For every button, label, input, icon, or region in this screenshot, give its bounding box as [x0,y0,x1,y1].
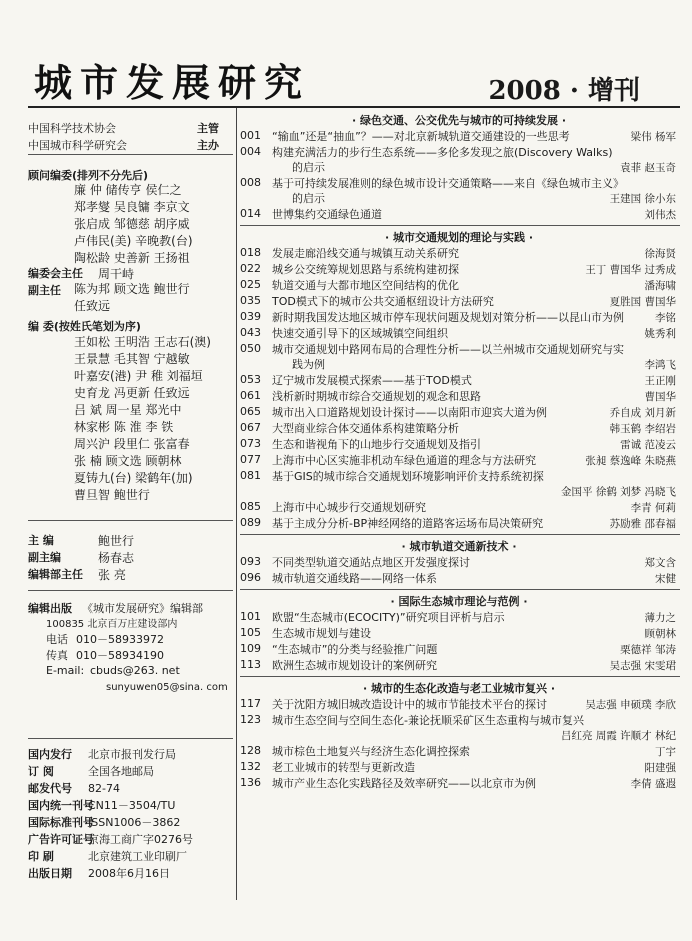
section-divider [240,676,680,677]
toc-entry[interactable] [240,207,680,222]
article-authors: 李青 何莉 [630,502,676,514]
article-title: 上海市中心区实施非机动车绿色通道的理念与方法研究 [272,454,536,467]
deputy-editor-label: 副主编 [28,551,61,564]
article-authors: 吕红亮 周霞 许顺才 林纪 [560,730,676,742]
page-number: 109 [240,642,261,655]
pub-info-value: 北京市报刊发行局 [88,748,176,761]
article-title: 城市生态空间与空间生态化-兼论抚顺采矿区生态重构与城市复兴 [272,714,584,727]
advisors-line: 陶松龄 史善新 王扬祖 [74,251,190,265]
toc-entry[interactable] [240,697,680,712]
toc-entry[interactable] [240,555,680,570]
pub-info-row [28,814,180,830]
top-rule [28,106,680,108]
toc-entry[interactable] [240,326,680,341]
editors-line: 曹旦智 鲍世行 [74,488,150,502]
article-authors: 栗德祥 邹涛 [620,644,676,656]
article-authors: 王正刚 [644,375,676,387]
toc-entry[interactable] [240,776,680,791]
article-title: 新时期我国发达地区城市停车现状问题及规划对策分析——以昆山市为例 [272,311,624,324]
toc-entry[interactable] [240,469,680,499]
article-title: 欧洲生态城市规划设计的案例研究 [272,659,437,672]
pub-info-value: ISSN1006－3862 [88,816,181,829]
article-authors: 金国平 徐鹤 刘梦 冯晓飞 [560,486,676,498]
article-authors: 吴志强 宋雯珺 [609,660,676,672]
toc-entry[interactable] [240,571,680,586]
vice-chair-line: 陈为邦 顾文选 鲍世行 [74,282,190,296]
advisors-line: 廉 仲 储传亨 侯仁之 [74,183,182,197]
page-number: 025 [240,278,261,291]
editors-line: 张 楠 顾文选 顾朝林 [74,454,182,468]
pub-info-value: 82-74 [88,782,120,795]
article-title: 基于主成分分析-BP神经网络的道路客运场布局决策研究 [272,517,544,530]
editors-line: 叶嘉安(港) 尹 稚 刘福垣 [74,369,203,383]
page-number: 096 [240,571,261,584]
article-authors: 王建国 徐小东 [609,193,676,205]
page-number: 001 [240,129,261,142]
chief-editor: 鲍世行 [98,534,135,548]
article-title: 基于GIS的城市综合交通规划环境影响评价支持系统初探 [272,470,544,483]
section-heading [240,680,678,696]
page-number: 089 [240,516,261,529]
section-heading [240,538,678,554]
toc-entry[interactable] [240,610,680,625]
article-authors: 徐海贤 [644,248,676,260]
page-number: 123 [240,713,261,726]
toc-entry[interactable] [240,278,680,293]
section-title: · 城市交通规划的理论与实践 · [384,231,534,244]
article-authors: 李倩 盛遐 [630,778,676,790]
article-authors: 张昶 蔡逸峰 朱晓燕 [585,455,676,467]
article-authors: 丁宇 [655,746,676,758]
editors-line: 王如松 王明浩 王志石(澳) [74,335,211,349]
page-number: 039 [240,310,261,323]
editors-line: 史育龙 冯更新 任致远 [74,386,190,400]
page-number: 085 [240,500,261,513]
page-number: 136 [240,776,261,789]
editors-line: 吕 斌 周一星 郑光中 [74,403,182,417]
article-authors: 袁菲 赵玉奇 [620,162,676,174]
journal-title: 城市发展研究 [34,60,311,105]
pub-info-key: 出版日期 [28,867,72,880]
toc-entry[interactable] [240,658,680,673]
sponsor-name: 中国科学技术协会 [28,122,116,135]
pub-info-value: 北京建筑工业印刷厂 [88,850,187,863]
article-title: 大型商业综合体交通体系构建策略分析 [272,422,459,435]
article-authors: 雷诚 范凌云 [620,439,676,451]
article-title: 老工业城市的转型与更新改造 [272,761,415,774]
pub-info-row [28,848,187,864]
pub-info-key: 国内统一刊号 [28,799,94,812]
page-number: 053 [240,373,261,386]
article-authors: 苏励雅 邵春福 [609,518,676,530]
toc-entry[interactable] [240,389,680,404]
article-title: 轨道交通与大都市地区空间结构的优化 [272,279,459,292]
fax: 010－58934190 [76,649,164,662]
article-title: 城市轨道交通线路——网络一体系 [272,572,437,585]
section-heading [240,112,678,128]
article-authors: 梁伟 杨军 [630,131,676,143]
page-number: 132 [240,760,261,773]
email-label: E-mail: [46,664,85,677]
article-authors: 宋健 [655,573,676,585]
article-authors: 韩玉鹤 李绍岩 [609,423,676,435]
editors-list [74,334,211,504]
pub-info-row [28,831,193,847]
divider [28,738,233,739]
phone-label: 电话 [46,633,68,646]
committee-chair-label: 编委会主任 [28,267,83,280]
phone: 010－58933972 [76,633,164,646]
advisors-line: 卢伟民(美) 辛晚教(台) [74,234,193,248]
address: 100835 北京百万庄建设部内 [46,619,178,630]
publisher: 《城市发展研究》编辑部 [82,602,203,615]
article-title: 城市出入口道路规划设计探讨——以南阳市迎宾大道为例 [272,406,547,419]
pub-info-key: 国内发行 [28,748,72,761]
article-authors: 阳建强 [644,762,676,774]
page-number: 014 [240,207,261,220]
article-title: 生态城市规划与建设 [272,627,371,640]
article-authors: 李铭 [655,312,676,324]
toc-entry[interactable] [240,176,680,206]
section-title: · 国际生态城市理论与范例 · [390,595,528,608]
toc-entry[interactable] [240,713,680,743]
toc-entry[interactable] [240,437,680,452]
page-number: 073 [240,437,261,450]
divider [28,520,233,521]
toc-entry[interactable] [240,129,680,144]
pub-info-key: 广告许可证号 [28,833,94,846]
article-title: 的启示 [292,161,325,174]
toc-entry[interactable] [240,373,680,388]
publisher-label: 编辑出版 [28,602,72,615]
toc-entry[interactable] [240,744,680,759]
page-number: 050 [240,342,261,355]
article-title: 欧盟“生态城市(ECOCITY)”研究项目评析与启示 [272,611,505,624]
page-number: 035 [240,294,261,307]
article-authors: 刘伟杰 [644,209,676,221]
advisors-line: 张启成 邹德慈 胡序威 [74,217,190,231]
chief-editor-label: 主 编 [28,534,54,547]
article-title: “生态城市”的分类与经验推广问题 [272,643,438,656]
page-number: 105 [240,626,261,639]
section-heading [240,229,678,245]
editors-label: 编 委(按姓氏笔划为序) [28,320,141,333]
issue-label: 2008 · 增刊 [488,76,640,106]
article-title: 城市交通规划中路网布局的合理性分析——以兰州城市交通规划研究与实 [272,343,624,356]
sponsor-role: 主办 [197,139,219,152]
article-title: 城乡公交统筹规划思路与系统构建初探 [272,263,459,276]
page-number: 004 [240,145,261,158]
advisors-line: 郑孝燮 吴良镛 李京文 [74,200,190,214]
email: cbuds@263. net [90,664,180,677]
article-title: “输血”还是“抽血”？——对北京新城轨道交通建设的一些思考 [272,130,570,143]
article-title: 快速交通引导下的区域城镇空间组织 [272,327,448,340]
article-title: 构建充满活力的步行生态系统——多伦多发现之旅(Discovery Walks) [272,146,613,159]
toc-entry[interactable] [240,642,680,657]
article-title: 生态和谐视角下的山地步行交通规划及指引 [272,438,481,451]
page-number: 022 [240,262,261,275]
article-title: 浅析新时期城市综合交通规划的观念和思路 [272,390,481,403]
email: sunyuwen05@sina. com [106,682,228,693]
dept-director: 张 亮 [98,568,126,582]
article-authors: 吴志强 申硕璞 李欣 [585,699,676,711]
page-number: 081 [240,469,261,482]
vice-chair-line: 任致远 [74,299,111,313]
page-number: 113 [240,658,261,671]
sponsor-role: 主管 [197,122,219,135]
pub-info-row [28,763,154,779]
page-number: 093 [240,555,261,568]
vice-chair-list [74,281,190,315]
toc-entry[interactable] [240,294,680,309]
toc-entry[interactable] [240,421,680,436]
article-title: 世博集约交通绿色通道 [272,208,382,221]
article-authors: 夏胜国 曹国华 [609,296,676,308]
section-heading [240,593,678,609]
article-title: 城市棕色土地复兴与经济生态化调控探索 [272,745,470,758]
article-authors: 郑文含 [644,557,676,569]
toc-entry[interactable] [240,342,680,372]
toc-entry[interactable] [240,760,680,775]
section-title: · 城市的生态化改造与老工业城市复兴 · [362,682,555,695]
vice-chair-label: 副主任 [28,284,61,297]
pub-info-value: 全国各地邮局 [88,765,154,778]
page-number: 018 [240,246,261,259]
toc-entry[interactable] [240,262,680,277]
dept-director-label: 编辑部主任 [28,568,83,581]
editors-line: 夏铸九(台) 梁鹤年(加) [74,471,193,485]
page-number: 065 [240,405,261,418]
page-number: 061 [240,389,261,402]
page-number: 008 [240,176,261,189]
toc-entry[interactable] [240,405,680,420]
article-authors: 薄力之 [644,612,676,624]
article-authors: 潘海啸 [644,280,676,292]
pub-info-key: 国际标准刊号 [28,816,94,829]
toc-entry[interactable] [240,310,680,325]
article-authors: 曹国华 [644,391,676,403]
article-title: 辽宁城市发展模式探索——基于TOD模式 [272,374,472,387]
pub-info-value: 2008年6月16日 [88,867,170,880]
page-number: 067 [240,421,261,434]
page-number: 128 [240,744,261,757]
editors-line: 周兴沪 段里仁 张富春 [74,437,190,451]
pub-info-row [28,746,176,762]
article-title: 不同类型轨道交通站点地区开发强度探讨 [272,556,470,569]
article-authors: 乔自成 刘月新 [609,407,676,419]
toc-entry[interactable] [240,626,680,641]
pub-info-key: 订 阅 [28,765,54,778]
section-divider [240,534,680,535]
pub-info-row [28,865,170,881]
article-title: 发展走廊沿线交通与城镇互动关系研究 [272,247,459,260]
pub-info-value: 京海工商广字0276号 [88,833,193,846]
editors-line: 林家彬 陈 淮 李 铁 [74,420,174,434]
toc-entry[interactable] [240,500,680,515]
article-title: 上海市中心城步行交通规划研究 [272,501,426,514]
pub-info-row [28,780,120,796]
section-divider [240,225,680,226]
divider [28,154,233,155]
toc-entry[interactable] [240,145,680,175]
article-title: 的启示 [292,192,325,205]
advisors-list [74,182,193,267]
article-authors: 姚秀利 [644,328,676,340]
pub-info-key: 印 刷 [28,850,54,863]
deputy-editor: 杨春志 [98,551,135,565]
article-title: 关于沈阳方城旧城改造设计中的城市节能技术平台的探讨 [272,698,547,711]
advisors-label: 顾问编委(排列不分先后) [28,169,149,182]
article-authors: 王丁 曹国华 过秀成 [585,264,676,276]
section-divider [240,589,680,590]
toc-entry[interactable] [240,453,680,468]
article-authors: 顾朝林 [644,628,676,640]
pub-info-key: 邮发代号 [28,782,72,795]
sponsor-name: 中国城市科学研究会 [28,139,127,152]
section-title: · 绿色交通、公交优先与城市的可持续发展 · [351,114,566,127]
article-title: 城市产业生态化实践路径及效率研究——以北京市为例 [272,777,536,790]
page-number: 117 [240,697,261,710]
toc-entry[interactable] [240,246,680,261]
editors-line: 王景慧 毛其智 宁越敏 [74,352,190,366]
pub-info-value: CN11－3504/TU [88,799,176,812]
article-title: 基于可持续发展准则的绿色城市设计交通策略——来自《绿色城市主义》 [272,177,624,190]
page-number: 101 [240,610,261,623]
page-number: 043 [240,326,261,339]
page-number: 077 [240,453,261,466]
toc-entry[interactable] [240,516,680,531]
article-title: 践为例 [292,358,325,371]
article-title: TOD模式下的城市公共交通枢纽设计方法研究 [272,295,494,308]
divider [28,590,233,591]
pub-info-row [28,797,175,813]
section-title: · 城市轨道交通新技术 · [401,540,517,553]
article-authors: 李鸿飞 [644,359,676,371]
fax-label: 传真 [46,649,68,662]
column-divider [236,108,237,900]
committee-chair: 周干峙 [98,267,135,281]
